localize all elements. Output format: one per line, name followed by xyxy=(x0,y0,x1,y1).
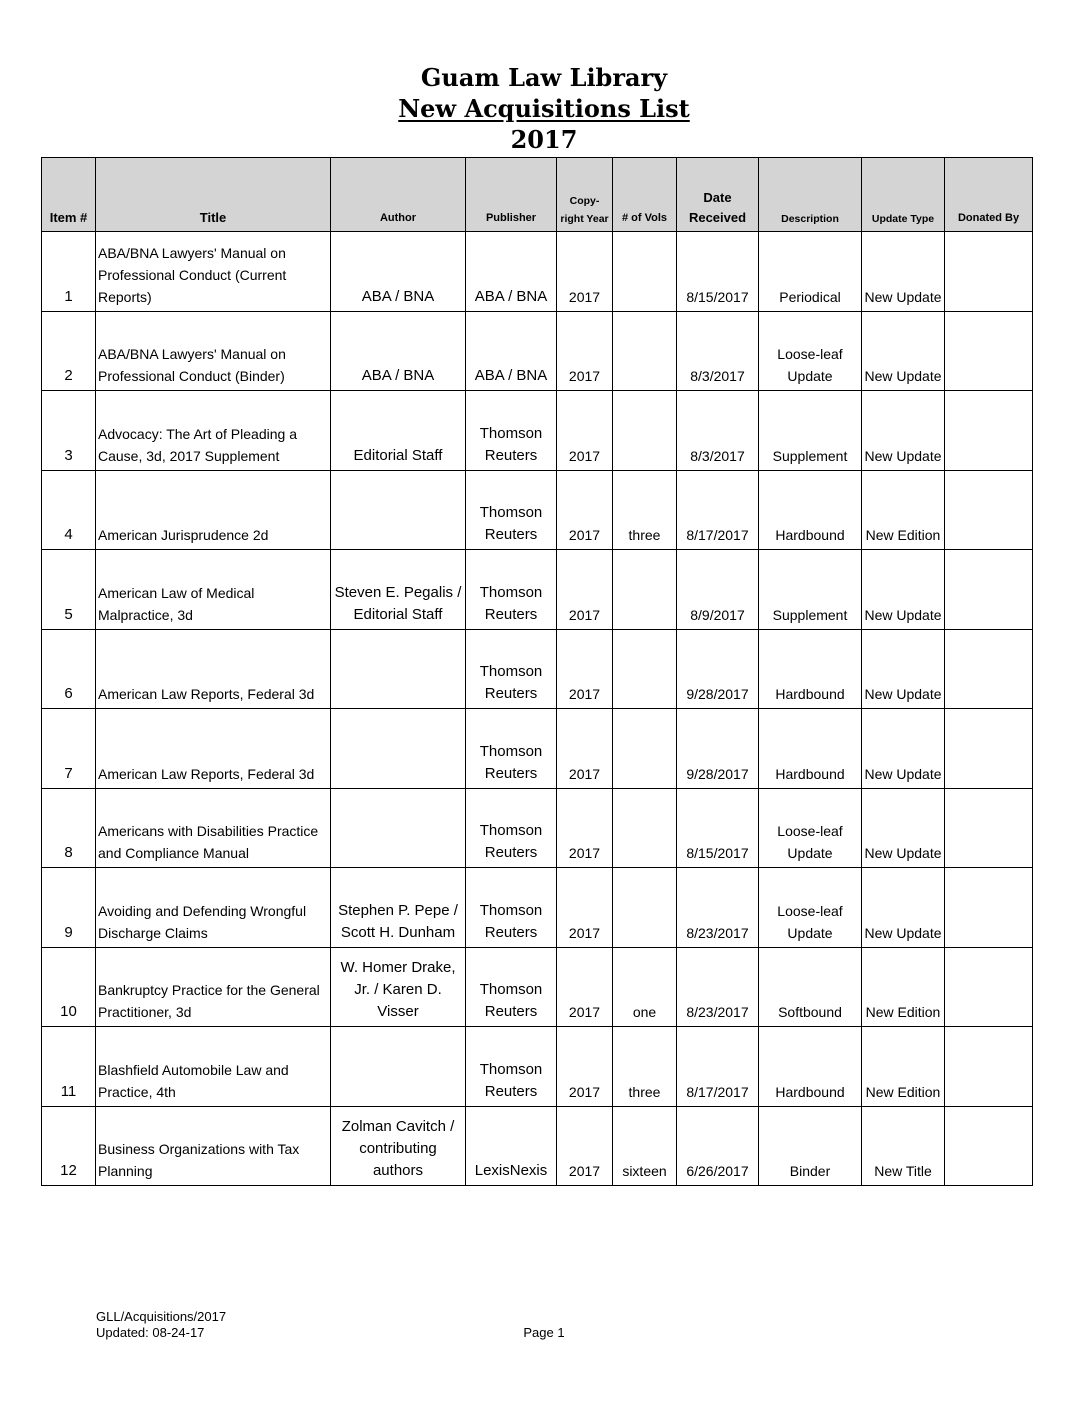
title-cell: ABA/BNA Lawyers' Manual on Professional Conduct (Current Reports) xyxy=(96,232,331,312)
description-cell: Supplement xyxy=(759,550,862,630)
table-row xyxy=(42,550,1033,630)
year-cell: 2017 xyxy=(557,311,613,391)
date-cell: 8/9/2017 xyxy=(677,550,759,630)
donated-by-cell xyxy=(945,629,1033,709)
date-cell: 9/28/2017 xyxy=(677,629,759,709)
table-row xyxy=(42,788,1033,868)
table-row xyxy=(42,868,1033,948)
update-type-cell: New Update xyxy=(862,709,945,789)
author-cell xyxy=(331,709,466,789)
author-cell: Zolman Cavitch / contributing authors xyxy=(331,1106,466,1186)
publisher-cell: Thomson Reuters xyxy=(466,1027,557,1107)
donated-by-cell xyxy=(945,947,1033,1027)
date-cell: 8/17/2017 xyxy=(677,1027,759,1107)
table-row xyxy=(42,311,1033,391)
date-cell: 8/23/2017 xyxy=(677,947,759,1027)
title-cell: Advocacy: The Art of Pleading a Cause, 3d, 2017 Supplement xyxy=(96,391,331,471)
description-cell: Supplement xyxy=(759,391,862,471)
header-row xyxy=(42,158,1033,232)
author-cell xyxy=(331,629,466,709)
update-type-cell: New Edition xyxy=(862,470,945,550)
year-cell: 2017 xyxy=(557,550,613,630)
table-row xyxy=(42,1106,1033,1186)
vols-cell xyxy=(613,232,677,312)
column-header-title: Title xyxy=(96,158,331,232)
publisher-cell: Thomson Reuters xyxy=(466,788,557,868)
description-cell: Loose-leaf Update xyxy=(759,788,862,868)
vols-cell xyxy=(613,868,677,948)
year-cell: 2017 xyxy=(557,629,613,709)
description-cell: Binder xyxy=(759,1106,862,1186)
item-number: 3 xyxy=(42,391,96,471)
donated-by-cell xyxy=(945,550,1033,630)
list-year: 2017 xyxy=(510,125,578,154)
item-number: 2 xyxy=(42,311,96,391)
table-row xyxy=(42,391,1033,471)
donated-by-cell xyxy=(945,709,1033,789)
author-cell: ABA / BNA xyxy=(331,311,466,391)
update-type-cell: New Update xyxy=(862,629,945,709)
title-cell: Avoiding and Defending Wrongful Discharge Claims xyxy=(96,868,331,948)
title-cell: American Law Reports, Federal 3d xyxy=(96,629,331,709)
column-header-vols: # of Vols xyxy=(613,158,677,232)
item-number: 10 xyxy=(42,947,96,1027)
donated-by-cell xyxy=(945,1027,1033,1107)
document-header xyxy=(0,62,1088,155)
title-cell: Business Organizations with Tax Planning xyxy=(96,1106,331,1186)
author-cell: Stephen P. Pepe / Scott H. Dunham xyxy=(331,868,466,948)
item-number: 12 xyxy=(42,1106,96,1186)
title-cell: ABA/BNA Lawyers' Manual on Professional Conduct (Binder) xyxy=(96,311,331,391)
table-row xyxy=(42,232,1033,312)
table-row xyxy=(42,1027,1033,1107)
date-cell: 8/17/2017 xyxy=(677,470,759,550)
page-number: Page 1 xyxy=(523,1325,565,1340)
author-cell: Steven E. Pegalis / Editorial Staff xyxy=(331,550,466,630)
description-cell: Softbound xyxy=(759,947,862,1027)
donated-by-cell xyxy=(945,470,1033,550)
year-cell: 2017 xyxy=(557,470,613,550)
column-header-publisher: Publisher xyxy=(466,158,557,232)
table-row xyxy=(42,470,1033,550)
date-cell: 8/15/2017 xyxy=(677,788,759,868)
author-cell: W. Homer Drake, Jr. / Karen D. Visser xyxy=(331,947,466,1027)
date-cell: 8/23/2017 xyxy=(677,868,759,948)
description-cell: Hardbound xyxy=(759,629,862,709)
vols-cell xyxy=(613,629,677,709)
year-cell: 2017 xyxy=(557,1027,613,1107)
description-cell: Hardbound xyxy=(759,709,862,789)
year-cell: 2017 xyxy=(557,709,613,789)
vols-cell: three xyxy=(613,1027,677,1107)
column-header-item: Item # xyxy=(42,158,96,232)
publisher-cell: Thomson Reuters xyxy=(466,391,557,471)
column-header-update-type: Update Type xyxy=(862,158,945,232)
vols-cell: sixteen xyxy=(613,1106,677,1186)
publisher-cell: ABA / BNA xyxy=(466,232,557,312)
publisher-cell: Thomson Reuters xyxy=(466,629,557,709)
vols-cell xyxy=(613,788,677,868)
donated-by-cell xyxy=(945,1106,1033,1186)
publisher-cell: Thomson Reuters xyxy=(466,947,557,1027)
year-cell: 2017 xyxy=(557,947,613,1027)
title-cell: Americans with Disabilities Practice and Compliance Manual xyxy=(96,788,331,868)
year-cell: 2017 xyxy=(557,868,613,948)
item-number: 11 xyxy=(42,1027,96,1107)
year-cell: 2017 xyxy=(557,232,613,312)
library-name: Guam Law Library xyxy=(420,63,668,92)
publisher-cell: Thomson Reuters xyxy=(466,470,557,550)
item-number: 1 xyxy=(42,232,96,312)
author-cell xyxy=(331,470,466,550)
item-number: 4 xyxy=(42,470,96,550)
table-row xyxy=(42,947,1033,1027)
item-number: 9 xyxy=(42,868,96,948)
description-cell: Hardbound xyxy=(759,1027,862,1107)
description-cell: Loose-leaf Update xyxy=(759,868,862,948)
year-cell: 2017 xyxy=(557,788,613,868)
vols-cell: three xyxy=(613,470,677,550)
vols-cell: one xyxy=(613,947,677,1027)
author-cell: Editorial Staff xyxy=(331,391,466,471)
date-cell: 8/3/2017 xyxy=(677,391,759,471)
author-cell xyxy=(331,788,466,868)
date-cell: 6/26/2017 xyxy=(677,1106,759,1186)
item-number: 7 xyxy=(42,709,96,789)
column-header-donated-by: Donated By xyxy=(945,158,1033,232)
update-type-cell: New Update xyxy=(862,868,945,948)
title-cell: Blashfield Automobile Law and Practice, 4th xyxy=(96,1027,331,1107)
update-type-cell: New Edition xyxy=(862,947,945,1027)
date-cell: 9/28/2017 xyxy=(677,709,759,789)
item-number: 8 xyxy=(42,788,96,868)
title-cell: American Law of Medical Malpractice, 3d xyxy=(96,550,331,630)
update-type-cell: New Title xyxy=(862,1106,945,1186)
year-cell: 2017 xyxy=(557,1106,613,1186)
update-type-cell: New Update xyxy=(862,311,945,391)
description-cell: Loose-leaf Update xyxy=(759,311,862,391)
publisher-cell: Thomson Reuters xyxy=(466,550,557,630)
table-row xyxy=(42,709,1033,789)
vols-cell xyxy=(613,311,677,391)
donated-by-cell xyxy=(945,788,1033,868)
year-cell: 2017 xyxy=(557,391,613,471)
column-header-copyright-year: Copy-right Year xyxy=(557,158,613,232)
update-type-cell: New Update xyxy=(862,550,945,630)
date-cell: 8/15/2017 xyxy=(677,232,759,312)
vols-cell xyxy=(613,391,677,471)
column-header-description: Description xyxy=(759,158,862,232)
update-type-cell: New Update xyxy=(862,788,945,868)
list-title: New Acquisitions List xyxy=(398,94,690,123)
table-row xyxy=(42,629,1033,709)
donated-by-cell xyxy=(945,391,1033,471)
acquisitions-table xyxy=(41,157,1033,1186)
update-type-cell: New Edition xyxy=(862,1027,945,1107)
vols-cell xyxy=(613,709,677,789)
donated-by-cell xyxy=(945,232,1033,312)
title-cell: Bankruptcy Practice for the General Practitioner, 3d xyxy=(96,947,331,1027)
footer-updated: Updated: 08-24-17 xyxy=(96,1325,205,1340)
item-number: 6 xyxy=(42,629,96,709)
column-header-date-received: Date Received xyxy=(677,158,759,232)
author-cell: ABA / BNA xyxy=(331,232,466,312)
column-header-author: Author xyxy=(331,158,466,232)
publisher-cell: Thomson Reuters xyxy=(466,868,557,948)
update-type-cell: New Update xyxy=(862,232,945,312)
vols-cell xyxy=(613,550,677,630)
publisher-cell: Thomson Reuters xyxy=(466,709,557,789)
title-cell: American Law Reports, Federal 3d xyxy=(96,709,331,789)
donated-by-cell xyxy=(945,311,1033,391)
publisher-cell: ABA / BNA xyxy=(466,311,557,391)
title-cell: American Jurisprudence 2d xyxy=(96,470,331,550)
footer-path: GLL/Acquisitions/2017 xyxy=(96,1309,227,1324)
author-cell xyxy=(331,1027,466,1107)
item-number: 5 xyxy=(42,550,96,630)
donated-by-cell xyxy=(945,868,1033,948)
date-cell: 8/3/2017 xyxy=(677,311,759,391)
description-cell: Hardbound xyxy=(759,470,862,550)
description-cell: Periodical xyxy=(759,232,862,312)
update-type-cell: New Update xyxy=(862,391,945,471)
publisher-cell: LexisNexis xyxy=(466,1106,557,1186)
